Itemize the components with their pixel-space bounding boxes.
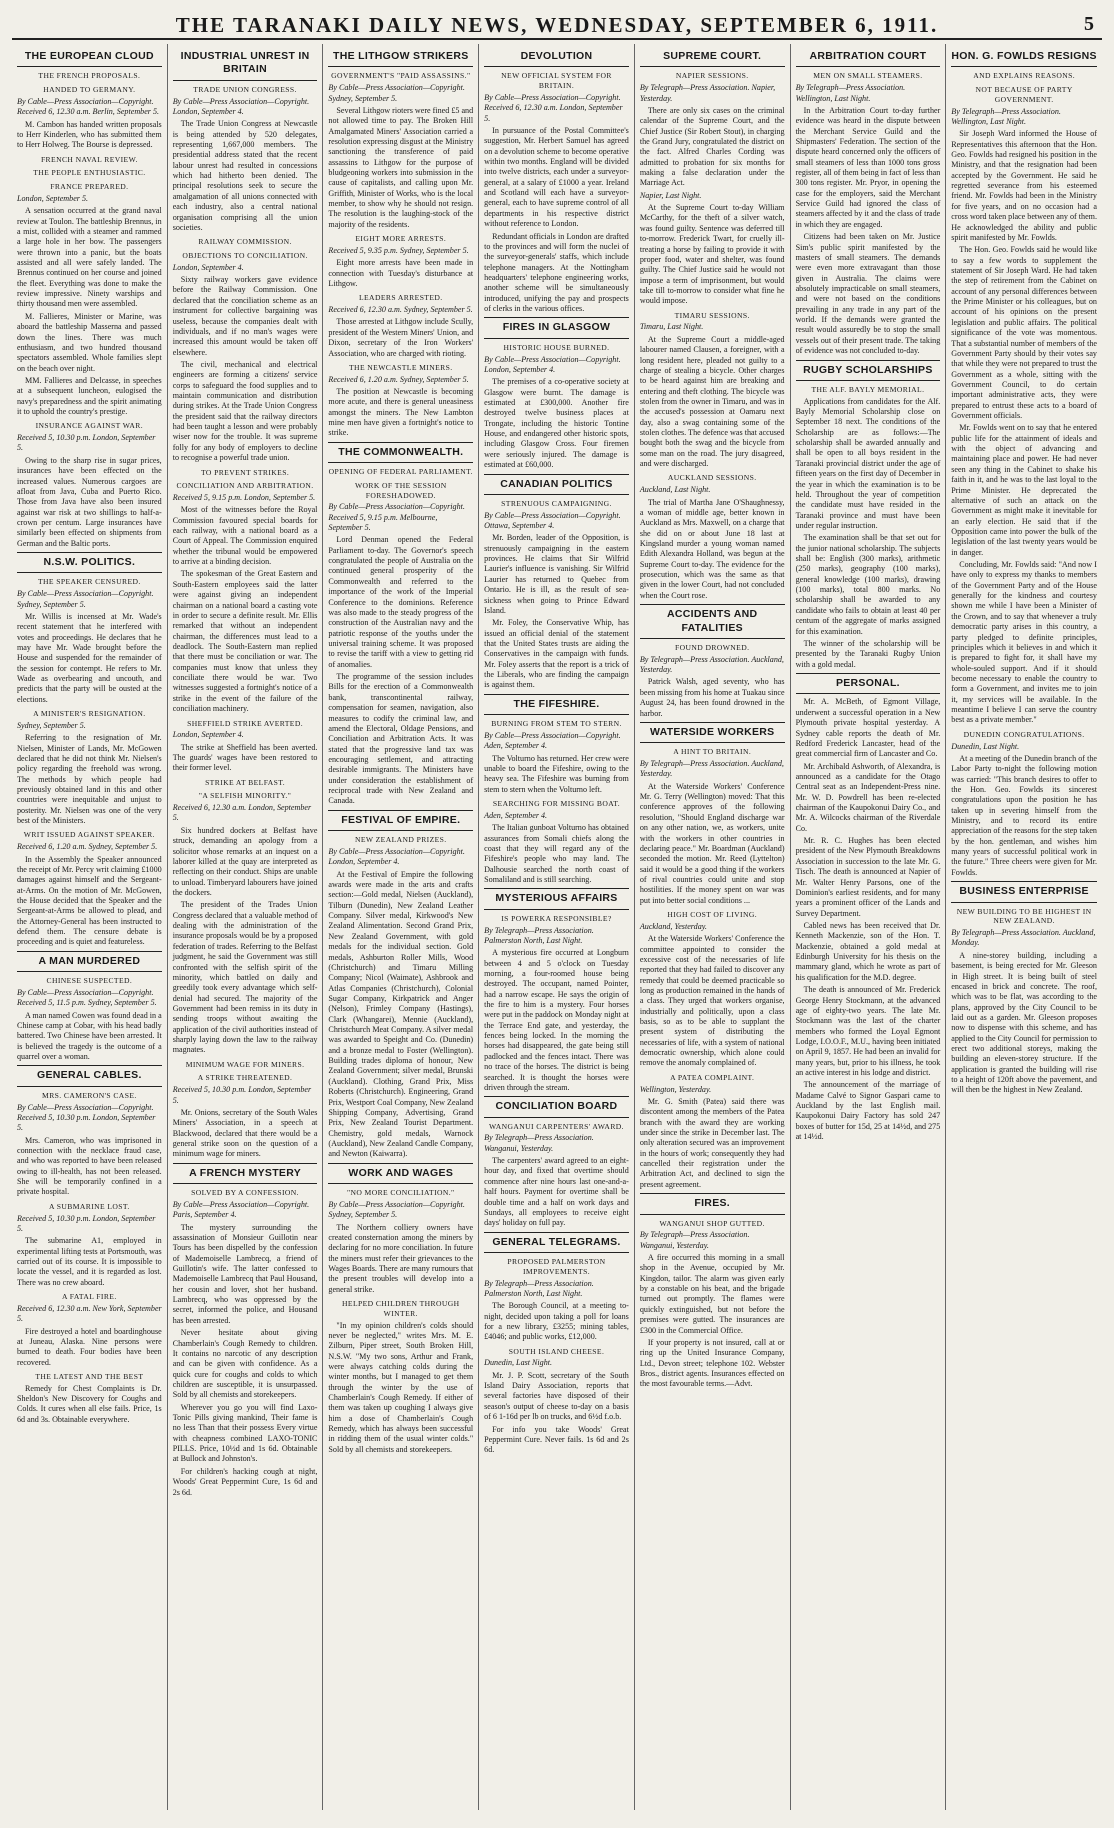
article-paragraph: At the Festival of Empire the following awards were made in the arts and crafts section:—Gold medal, Nielsen (Auckland), Tilburn (Dunedin), New Zealand Leather Company. Silver medal, Kirkwood's New Zealand Alimentation. Second Grand Prix, New Zealand Government, with gold medals for the individual section. Gold medals, Ashburton Roller Mills, Wood (Christchurch) and Timaru Milling Company; Nicol (Waimate), Ashbrook and Atlas Companies (Christchurch), Colonial Sugar Company, Kirkpatrick and Anger (Nelson), Frimley Company (Hastings), Clark (Whangarei), Mennie (Auckland), Christchurch Meat Company. A silver medal was awarded to Speight and Co. (Dunedin) and a bronze medal to Foster (Wellington). Building trades diploma of honour, New Zealand Government; silver medal, Brunski (Auckland). Clothing, Grand Prix, Miss Roberts (Christchurch). Engineering, Grand Prix, Westport Coal Company, New Zealand Shipping Company, Advertising, Grand Prix, New Zealand Tourist Department. Chemistry, gold medals, Warnock (Auckland), New Zealand Candle Company, and Newton (Kaiwarra).: [328, 870, 473, 1160]
article-paragraph: Citizens had been taken on Mr. Justice Sim's public spirit manifested by the masters of small steamers. The demands were even more extravagant than those given in Australia. The claims were absolutely impracticable on small steamers, and were not based on the conditions prevailing in any trade in any part of the world. If the demands were granted the result would assuredly be to stop the small vessels out of their present trade. The taking of evidence was not concluded to-day.: [796, 232, 941, 356]
article-paragraph: The carpenters' award agreed to an eight-hour day, and fixed that overtime should commence after nine hours last one-and-a-half hours. Payment for overtime shall be double time and a half on work days and Sundays, all employees to receive eight days' holiday on full pay.: [484, 1156, 629, 1229]
article-paragraph: A man named Cowen was found dead in a Chinese camp at Cobar, with his head badly battered. Two Chinese have been arrested. It is believed the tragedy is the outcome of a quarrel over a woman.: [17, 1011, 162, 1063]
article-paragraph: If your property is not insured, call at or ring up the United Insurance Company, Ltd., Devon street; telephone 102. Webster Bros., district agents. Insurances effected on the most favourable terms.—Advt.: [640, 1338, 785, 1390]
article-dateline: By Cable—Press Association—Copyright. Received 6, 12.30 a.m. Berlin, September 5.: [17, 97, 162, 118]
column-1: [12, 44, 168, 1810]
article-paragraph: Remedy for Chest Complaints is Dr. Sheldon's New Discovery for Coughs and Colds. It cures when all else fails. Price, 1s 6d and 3s. Obtainable everywhere.: [17, 1384, 162, 1425]
article-dateline: Dunedin, Last Night.: [484, 1358, 629, 1368]
article-columns: [12, 44, 1102, 1810]
article-paragraph: For children's hacking cough at night, Woods' Great Peppermint Cure, 1s 6d and 2s 6d.: [173, 1467, 318, 1498]
article-dateline: By Telegraph—Press Association. Wellington, Last Night.: [951, 107, 1097, 128]
article-paragraph: At a meeting of the Dunedin branch of the Labor Party to-night the following motion was carried: "This branch desires to offer to the Hon. Geo. Fowlds its sincerest congratulations upon the position he has taken up in severing himself from the Ministry, and to record its entire appreciation of the reasons for the step taken by the hon. gentleman, and wishes him many years of successful political work in the future." Three cheers were given for Mr. Fowlds.: [951, 754, 1097, 878]
article-paragraph: The spokesman of the Great Eastern and South-Eastern employees said the latter were against giving an independent chairman on a national board a casting vote in order to secure a definite result. Mr. Ellis remarked that without an independent chairman, the differences must lead to a deadlock. The South-Eastern man replied that there must be conciliation or war. The companies must know that unless they conciliate there would be war. Two witnesses suggested a fortnight's notice of a strike in the event of the failure of the conciliation machinery.: [173, 569, 318, 714]
article-paragraph: The premises of a co-operative society at Glasgow were burnt. The damage is estimated at £300,000. Another fire destroyed twelve business places at Trongate, including the historic Tontine House, and endangered other historic spots, including Glasgow Cross. Four firemen were seriously injured. The damage is estimated at £60,000.: [484, 377, 629, 470]
article-subheading: "A SELFISH MINORITY.": [173, 791, 318, 801]
article-headline: SUPREME COURT.: [640, 47, 785, 67]
article-subheading: TO PREVENT STRIKES.: [173, 468, 318, 478]
article-headline: GENERAL TELEGRAMS.: [484, 1232, 629, 1253]
article-subheading: MINIMUM WAGE FOR MINERS.: [173, 1060, 318, 1070]
article-headline: MYSTERIOUS AFFAIRS: [484, 888, 629, 909]
column-7: [946, 44, 1102, 1810]
article-subheading: INSURANCE AGAINST WAR.: [17, 421, 162, 431]
article-dateline: Wellington, Yesterday.: [640, 1085, 785, 1095]
article-subheading: A FATAL FIRE.: [17, 1292, 162, 1302]
article-headline: DEVOLUTION: [484, 47, 629, 67]
article-paragraph: Mr. Willis is incensed at Mr. Wade's recent statement that he interfered with votes and proceedings. He declares that he may have Mr. Wade brought before the House and suspended for the remainder of the session for contempt. He refers to Mr. Wade as overbearing and uncouth, and predicts that the party will be ousted at the elections.: [17, 612, 162, 705]
article-subheading: WORK OF THE SESSION FORESHADOWED.: [328, 481, 473, 500]
article-paragraph: In the Arbitration Court to-day further evidence was heard in the dispute between the Merchant Service Guild and the Shipmasters' Federation. The section of the dispute heard concerned only the officers of small steamers of less than 1000 tons gross register, all of them being in fact of less than 300 tons register. Mr. Pryor, in opening the case for the employers, said the Merchant Service Guild had ignored the class of steamers affected by it and the class of trade in which they are engaged.: [796, 106, 941, 230]
article-headline: RUGBY SCHOLARSHIPS: [796, 360, 941, 381]
article-subheading: A MINISTER'S RESIGNATION.: [17, 709, 162, 719]
article-paragraph: The position at Newcastle is becoming more acute, and there is general uneasiness amongst the miners. The New Lambton mine men have given a fortnight's notice to strike.: [328, 387, 473, 439]
article-dateline: By Cable—Press Association—Copyright. Ottawa, September 4.: [484, 511, 629, 532]
article-paragraph: Lord Denman opened the Federal Parliament to-day. The Governor's speech congratulated the people of Australia on the continued general prosperity of the Commonwealth and referred to the importance of the work of the Imperial Conference to the dominions. Reference was also made to the steady progress of the construction of the Australian navy and the patriotic response of the youths under the universal training scheme. It was proposed to revise the tariff with a view to getting rid of anomalies.: [328, 535, 473, 670]
article-paragraph: Owing to the sharp rise in sugar prices, insurances have been effected on the increased values. Numerous cargoes are afloat from Java, Cuba and Puerto Rico. Those from Java have also been insured against war risk at two shillings to half-a-crown per centum. Large insurances have similarly been effected on shipments from German and the Baltic ports.: [17, 456, 162, 549]
article-paragraph: Sir Joseph Ward informed the House of Representatives this afternoon that the Hon. Geo. Fowlds had resigned his position in the Ministry, and that the resignation had been accepted by the Government. He said he regretted severance from his esteemed friend. Mr. Fowlds had been in the Ministry for five years, and on no occasion had a cross word taken place between any of them. He acknowledged the ability and public spirit manifested by Mr. Fowlds.: [951, 129, 1097, 243]
article-subheading: BURNING FROM STEM TO STERN.: [484, 719, 629, 729]
article-paragraph: In pursuance of the Postal Committee's suggestion, Mr. Herbert Samuel has agreed on a devolution scheme to become operative within two months. England will be divided into twelve districts, each under a surveyor-general, at a salary of £1000 a year. Ireland and Scotland will each have a surveyor-general, each to have supreme control of all departments in his respective district without reference to London.: [484, 126, 629, 230]
article-subheading: NAPIER SESSIONS.: [640, 71, 785, 81]
article-dateline: By Cable—Press Association—Copyright. Sydney, September 5.: [17, 589, 162, 610]
article-paragraph: The Trade Union Congress at Newcastle is being attended by 520 delegates, representing 1,667,000 members. The presidential address stated that the recent labour unrest had resulted in concessions which had hitherto been denied. The principal resolutions seek to secure the amalgamation of all unions connected with each industry, also a central national organisation comprising all the union societies.: [173, 119, 318, 233]
article-headline: HON. G. FOWLDS RESIGNS: [951, 47, 1097, 67]
article-paragraph: Mr. Archibald Ashworth, of Alexandra, is announced as a candidate for the Otago Central seat as an Independent-Press nine. Mr. W. D. Powdrell has been re-elected chairman of the Kaupokonui Dairy Co., and Mr. A. Wilcocks chairman of the Riverdale Co.: [796, 762, 941, 835]
article-paragraph: Six hundred dockers at Belfast have struck, demanding an apology from a solicitor whose remarks at an inquest on a laborer killed at the quay are interpreted as reflecting on their conduct. Ships are unable to unload. Timberyard labourers have joined the dockers.: [173, 826, 318, 899]
article-subheading: IS POWERKA RESPONSIBLE?: [484, 914, 629, 924]
article-subheading: WANGANUI SHOP GUTTED.: [640, 1219, 785, 1229]
article-dateline: By Cable—Press Association—Copyright. Received 5, 10.30 p.m. London, September 5.: [17, 1103, 162, 1134]
article-subheading: HANDED TO GERMANY.: [17, 85, 162, 95]
article-subheading: HISTORIC HOUSE BURNED.: [484, 343, 629, 353]
article-paragraph: The Hon. Geo. Fowlds said he would like to say a few words to supplement the statement of Sir Joseph Ward. He had taken the step of retirement from the Cabinet on account of any personal differences between the Prime Minister or his colleagues, but on account of his opinions on the present legislation and public affairs. The political significance of the vote was momentous. That a substantial number of members of the Government Party should by their votes say that while they were not prepared to trust the Government as a whole, sitting with the Government Council, to do certain important administrative acts, they were prepared to entrust these acts to a board of Government officials.: [951, 245, 1097, 421]
article-paragraph: The president of the Trades Union Congress declared that a valuable method of dealing with the administration of the insurance proposals would be by a proposed federation of trades. Referring to the Belfast judgment, he said the Government was still confronted with the selfish spirit of the minority, which battled on daily and greedily took every advantage which self-denial had secured. The majority of the Government had been remiss in its duty in sending troops without awaiting the application of the civil authorities instead of sharply laying down the law to the railway magnates.: [173, 900, 318, 1055]
article-subheading: NOT BECAUSE OF PARTY GOVERNMENT.: [951, 85, 1097, 104]
article-subheading: TRADE UNION CONGRESS.: [173, 85, 318, 95]
article-dateline: By Telegraph—Press Association. Wanganui, Yesterday.: [640, 1230, 785, 1251]
article-paragraph: The examination shall be that set out for the junior national scholarship. The subjects shall be: English (300 marks), arithmetic (250 marks), geography (100 marks), general knowledge (100 marks), drawing (100 marks), total 800 marks. No scholarship shall be awarded to any candidate who fails to obtain at least 40 per centum of the aggregate of marks assigned for this examination.: [796, 533, 941, 637]
article-paragraph: M. Cambon has handed written proposals to Herr Kinderlen, who has submitted them to Herr Holweg. The Bourse is depressed.: [17, 120, 162, 151]
article-dateline: Received 5, 10.30 p.m. London, September 5.: [17, 433, 162, 454]
article-paragraph: There are only six cases on the criminal calendar of the Supreme Court, and the Chief Justice (Sir Robert Stout), in charging the Grand Jury, congratulated the district on the fact. Alfred Charles Cording was admitted to probation for six months for making a false declaration under the Marriage Act.: [640, 106, 785, 189]
article-paragraph: Those arrested at Lithgow include Scully, president of the Western Miners' Union, and Dixon, secretary of the Iron Workers' Association, who are charged with rioting.: [328, 317, 473, 358]
article-dateline: By Telegraph—Press Association. Palmerston North, Last Night.: [484, 926, 629, 947]
article-paragraph: Mr. Onions, secretary of the South Wales Miners' Association, in a speech at Blackwood, declared that there would be a general strike soon on the question of a minimum wage for miners.: [173, 1108, 318, 1160]
article-subheading: GOVERNMENT'S "PAID ASSASSINS.": [328, 71, 473, 81]
article-subheading: DUNEDIN CONGRATULATIONS.: [951, 730, 1097, 740]
article-subheading: THE FRENCH PROPOSALS.: [17, 71, 162, 81]
article-subheading: THE PEOPLE ENTHUSIASTIC.: [17, 168, 162, 178]
article-headline: THE FIFESHIRE.: [484, 694, 629, 715]
article-subheading: FRENCH NAVAL REVIEW.: [17, 155, 162, 165]
article-headline: PERSONAL.: [796, 673, 941, 694]
article-dateline: Received 5, 9.15 p.m. London, September 5.: [173, 493, 318, 503]
article-dateline: By Cable—Press Association—Copyright. Aden, September 4.: [484, 731, 629, 752]
article-paragraph: Mr. R. C. Hughes has been elected president of the New Plymouth Breakdowns Association in succession to the late Mr. G. Tisch. The death is announced at Napier of Mr. Walter Henry Parsons, one of the Dominion's earliest residents, and for many years a prominent officer of the Lands and Survey Department.: [796, 836, 941, 919]
article-paragraph: Concluding, Mr. Fowlds said: "And now I have only to express my thanks to members of the Government Party and of the House generally for the kindness and courtesy shown me while I have been a Minister of the Crown, and to say that whenever a truly democratic party arises in this country, a party pledged to definite principles, principles which it believes in and which it is prepared to fight for, it shall have my whole-souled support. And if it should become necessary to enable the country to form a Government, and invites me to join it, my services will be available. In the meantime I believe I can serve the country best as a private member.": [951, 560, 1097, 726]
article-paragraph: Wherever you go you will find Laxo-Tonic Pills giving mankind, Their fame is no less Than that their possess Every virtue with cheapness combined LAXO-TONIC PILLS. Price, 10½d and 1s 6d. Obtainable at Bullock and Johnston's.: [173, 1403, 318, 1465]
article-paragraph: Redundant officials in London are drafted to the provinces and will form the nuclei of the surveyor-generals' staffs, which include telephone managers. At the Nottingham headquarters' telephone engineering works, another scheme will be simultaneously introduced, unifying the pay and prospects of clerks in the various offices.: [484, 232, 629, 315]
article-subheading: FOUND DROWNED.: [640, 643, 785, 653]
article-subheading: MEN ON SMALL STEAMERS.: [796, 71, 941, 81]
article-dateline: London, September 4.: [173, 263, 318, 273]
article-subheading: "NO MORE CONCILIATION.": [328, 1188, 473, 1198]
article-subheading: PROPOSED PALMERSTON IMPROVEMENTS.: [484, 1257, 629, 1276]
article-paragraph: Never hesitate about giving Chamberlain's Cough Remedy to children. It contains no narcotic of any description and can be given with confidence. As a quick cure for coughs and colds to which children are susceptible, it is unsurpassed. Sold by all chemists and storekeepers.: [173, 1328, 318, 1401]
article-paragraph: The civil, mechanical and electrical engineers are forming a citizens' service corps to safeguard the food supplies and to maintain communication and distribution during strikes. At the Trade Union Congress the president said that the railway directors had been taught a lesson and were probably wiser now for the trouble. It was supreme folly for any body of employers to decline to recognise a powerful trade union.: [173, 360, 318, 464]
article-headline: THE LITHGOW STRIKERS: [328, 47, 473, 67]
article-paragraph: Cabled news has been received that Dr. Kenneth Mackenzie, son of the Hon. T. Mackenzie, obtained a gold medal at Edinburgh University for his thesis on the mammary gland, which he wrote as part of his qualification for the M.D. degree.: [796, 921, 941, 983]
article-subheading: STRENUOUS CAMPAIGNING.: [484, 499, 629, 509]
article-paragraph: Mr. J. P. Scott, secretary of the South Island Dairy Association, reports that several factories have disposed of their season's output of cheese to-day on a basis of 6 1-16d per lb on trucks, and 6½d f.o.b.: [484, 1371, 629, 1423]
article-dateline: By Telegraph—Press Association. Auckland, Yesterday.: [640, 655, 785, 676]
article-headline: CANADIAN POLITICS: [484, 474, 629, 495]
article-dateline: Received 5, 10.30 p.m. London, September 5.: [17, 1214, 162, 1235]
article-subheading: SOLVED BY A CONFESSION.: [173, 1188, 318, 1198]
article-headline: GENERAL CABLES.: [17, 1065, 162, 1086]
article-subheading: OBJECTIONS TO CONCILIATION.: [173, 251, 318, 261]
article-dateline: Received 6, 1.20 a.m. Sydney, September 5.: [17, 842, 162, 852]
article-paragraph: The Northern colliery owners have created consternation among the miners by declaring for no more conciliation. In future the miners must refer their grievances to the Wages Boards. There are many rumours that the present troubles will develop into a general strike.: [328, 1223, 473, 1296]
column-4: [479, 44, 635, 1810]
article-dateline: Sydney, September 5.: [17, 721, 162, 731]
article-subheading: THE SPEAKER CENSURED.: [17, 577, 162, 587]
article-subheading: AND EXPLAINS REASONS.: [951, 71, 1097, 81]
article-subheading: SEARCHING FOR MISSING BOAT.: [484, 799, 629, 809]
article-paragraph: Mrs. Cameron, who was imprisoned in connection with the necklace fraud case, and who was reported to have been released owing to ill-health, has not been released. She will be temporarily confined in a private hospital.: [17, 1136, 162, 1198]
article-subheading: A HINT TO BRITAIN.: [640, 747, 785, 757]
article-paragraph: The submarine A1, employed in experimental lifting tests at Portsmouth, was carried out of its course. It is impossible to locate the vessel, and it is regarded as lost. There was no crew aboard.: [17, 1236, 162, 1288]
column-3: [323, 44, 479, 1810]
article-dateline: Received 6, 1.20 a.m. Sydney, September 5.: [328, 375, 473, 385]
article-paragraph: MM. Fallieres and Delcasse, in speeches at a subsequent luncheon, eulogised the navy's preparedness and the spirit animating it to uphold the country's prestige.: [17, 376, 162, 417]
article-subheading: LEADERS ARRESTED.: [328, 293, 473, 303]
article-dateline: By Cable—Press Association—Copyright. Sydney, September 5.: [328, 83, 473, 104]
article-subheading: EIGHT MORE ARRESTS.: [328, 234, 473, 244]
article-headline: INDUSTRIAL UNREST IN BRITAIN: [173, 47, 318, 81]
article-paragraph: Fire destroyed a hotel and boardinghouse at Juneau, Alaska. Nine persons were burned to death. Four bodies have been recovered.: [17, 1327, 162, 1368]
article-subheading: SOUTH ISLAND CHEESE.: [484, 1347, 629, 1357]
article-paragraph: A nine-storey building, including a basement, is being erected for Mr. Gleeson in High street. It is being built of steel encased in brick and concrete. The roof, which was to be flat, was according to the plans, approved by the City Council to be laid out as a garden. Mr. Gleeson proposes now to dispense with this scheme, and has applied to the City Council for permission to erect two additional storeys, making the building an eleven-storey structure. If the application is granted the building will rise to a height of 120ft above the pavement, and will then be the highest in New Zealand.: [951, 951, 1097, 1096]
article-dateline: By Cable—Press Association—Copyright. London, September 4.: [484, 355, 629, 376]
article-paragraph: The winner of the scholarship will be presented by the Taranaki Rugby Union with a gold medal.: [796, 639, 941, 670]
article-paragraph: A sensation occurred at the grand naval review at Toulon. The battleship Brennus, in a mist, collided with a steamer and rammed a large hole in her bow. The passengers were thrown into a panic, but the boats assisted and all were safely landed. The Brennus continued on her course and joined the fleet. Everything was done to make the review impressive. Ninety warships and thirty thousand men were assembled.: [17, 206, 162, 310]
article-paragraph: The Volturno has returned. Her crew were unable to board the Fifeshire, owing to the heavy sea. The Fifeshire was burning from stem to stern when the Volturno left.: [484, 754, 629, 795]
article-paragraph: At the Supreme Court a middle-aged labourer named Clausen, a foreigner, with a long resident here, pleaded not guilty to a charge of stealing a bicycle. Other charges to be heard against him are breaking and entering and theft clothing. The bicycle was stolen from the owner in Timaru, and was in the accused's possession at Oamaru next day, also a swag containing some of the stolen clothes. The defence was that accused bought both the swag and the bicycle from some man on the road. The jury disagreed, and were discharged.: [640, 335, 785, 470]
column-2: [168, 44, 324, 1810]
article-headline: FESTIVAL OF EMPIRE.: [328, 810, 473, 831]
article-subheading: THE ALF. BAYLY MEMORIAL.: [796, 385, 941, 395]
article-paragraph: The programme of the session includes Bills for the erection of a Commonwealth bank, transcontinental railway, compensation for seamen, navigation, also measures to codify the criminal law, and amend the Electoral, Oldage Pensions, and Conciliation and Arbitration Acts. It was stated that the progressive land tax was encouraging settlement, and attracting desirable immigrants. The Ministers have under consideration the establishment of reciprocal trade with New Zealand and Canada.: [328, 672, 473, 807]
article-paragraph: Applications from candidates for the Alf. Bayly Memorial Scholarship close on September 18 next. The conditions of the Scholarship are as follows:—The scholarship shall be awarded annually and shall be open to all boys resident in the Taranaki provincial district under the age of fifteen years on the first day of December in the year in which the examination is to be held. Throughout the year of competition the candidate must have resided in the Taranaki province and must have been under regular instruction.: [796, 397, 941, 532]
article-dateline: By Cable—Press Association—Copyright. Received 5, 9.15 p.m. Melbourne, September 5.: [328, 502, 473, 533]
article-paragraph: Sixty railway workers gave evidence before the Railway Commission. One declared that the conciliation scheme as an instrument for collective bargaining was useless, because the companies dealt with individuals, and if no man's wages were increased this amount would be taken off elsewhere.: [173, 275, 318, 358]
article-paragraph: A fire occurred this morning in a small shop in the Avenue, occupied by Mr. Kingdon, tailor. The alarm was given early by a constable on his beat, and the brigade turned out promptly. The flames were quickly extinguished, but not before the premises were gutted. The insurances are £300 in the Commercial Office.: [640, 1253, 785, 1336]
article-paragraph: The death is announced of Mr. Frederick George Henry Stockmann, at the advanced age of eighty-two years. The late Mr. Stockmann was the last of the charter members who formed the Loyal Egmont Lodge, I.O.O.F., M.U., having been initiated on April 9, 1857. He had been an invalid for many years, but, prior to his illness, he took an active interest in his lodge and district.: [796, 985, 941, 1078]
article-headline: BUSINESS ENTERPRISE: [951, 881, 1097, 902]
article-dateline: By Telegraph—Press Association. Auckland, Yesterday.: [640, 759, 785, 780]
article-dateline: Napier, Last Night.: [640, 191, 785, 201]
column-5: [635, 44, 791, 1810]
article-subheading: A PATEA COMPLAINT.: [640, 1073, 785, 1083]
article-headline: THE EUROPEAN CLOUD: [17, 47, 162, 67]
article-subheading: SHEFFIELD STRIKE AVERTED.: [173, 719, 318, 729]
newspaper-title: THE TARANAKI DAILY NEWS, WEDNESDAY, SEPTEMBER 6, 1911.: [176, 13, 938, 38]
article-headline: ACCIDENTS AND FATALITIES: [640, 604, 785, 639]
article-subheading: THE LATEST AND THE BEST: [17, 1372, 162, 1382]
article-subheading: NEW BUILDING TO BE HIGHEST IN NEW ZEALAND.: [951, 907, 1097, 926]
article-subheading: THE NEWCASTLE MINERS.: [328, 363, 473, 373]
page-number: 5: [1084, 13, 1096, 36]
article-paragraph: The Italian gunboat Volturno has obtained assurances from Somali chiefs along the coast that they will regard any of the Fifeshire's people who may land. The Dalhousie searched the north coast of Somaliland and is still searching.: [484, 823, 629, 885]
article-paragraph: Mr. A. McBeth, of Egmont Village, underwent a successful operation in a New Plymouth private hospital yesterday. A Sydney cable reports the death of Mr. Redford Frederick Lancaster, head of the great commercial firm of Lancaster and Co.: [796, 697, 941, 759]
article-dateline: Aden, September 4.: [484, 811, 629, 821]
article-paragraph: In the Assembly the Speaker announced the receipt of Mr. Percy writ claiming £1000 damages against himself and the Sergeant-at-Arms. On the motion of Mr. McGowen, the House decided that the Speaker and the Sergeant-at-Arms be allowed to plead, and the Attorney-General has been instructed to defend them. The censure debate is proceeding and is quiet and featureless.: [17, 855, 162, 948]
article-subheading: AUCKLAND SESSIONS.: [640, 473, 785, 483]
article-subheading: STRIKE AT BELFAST.: [173, 778, 318, 788]
article-paragraph: Several Lithgow rioters were fined £5 and not allowed time to pay. The Broken Hill Amalgamated Miners' Association carried a resolution expressing disgust at the Ministry sanctioning the transference of paid assassins to Lithgow for the purpose of bludgeoning workers into submission in the cause of capitalists, and calling upon Mr. Griffith, Minister of Works, who is the local member, to show why he should not resign. The resolution is the laughing-stock of the majority of the residents.: [328, 106, 473, 230]
article-subheading: MRS. CAMERON'S CASE.: [17, 1091, 162, 1101]
article-paragraph: Mr. G. Smith (Patea) said there was discontent among the members of the Patea branch with the award they are working under since the strike in December last. The only alteration secured was an improvement in the hours of work; consequently they had cancelled their registration under the Arbitration Act, and declined to sign the present agreement.: [640, 1097, 785, 1190]
article-dateline: Received 6, 12.30 a.m. London, September 5.: [173, 803, 318, 824]
article-dateline: By Telegraph—Press Association. Napier, Yesterday.: [640, 83, 785, 104]
article-paragraph: For info you take Woods' Great Peppermint Cure. Never fails. 1s 6d and 2s 6d.: [484, 1425, 629, 1456]
article-headline: CONCILIATION BOARD: [484, 1096, 629, 1117]
article-paragraph: At the Waterside Workers' Conference the committee appointed to consider the excessive cost of the necessaries of life reported that they had failed to discover any remedy that could be deemed practicable so long as production remained in the hands of a class. They urged that workers organise, industrially and politically, upon a class basis, so as to be able to supplant the present system of distributing the necessaries of life, with a system of national democratic ownership, which alone could remove the anomaly complained of.: [640, 934, 785, 1069]
article-paragraph: Mr. Foley, the Conservative Whip, has issued an official denial of the statement that the United States trusts are aiding the Conservatives in the campaign with funds. Mr. Foley asserts that the report is a trick of the Liberals, who are finding the campaign is against them.: [484, 618, 629, 691]
masthead: [12, 10, 1102, 40]
article-subheading: RAILWAY COMMISSION.: [173, 237, 318, 247]
article-subheading: CHINESE SUSPECTED.: [17, 976, 162, 986]
article-dateline: Timaru, Last Night.: [640, 322, 785, 332]
article-dateline: Auckland, Last Night.: [640, 485, 785, 495]
article-dateline: Received 5, 9.35 p.m. Sydney, September 5.: [328, 246, 473, 256]
article-paragraph: "In my opinion children's colds should never be neglected," writes Mrs. M. E. Zilburn, Piper street, South Broken Hill, N.S.W. "My two sons, Arthur and Frank, were always catching colds during the winter months, but I managed to get them through the winter by the use of Chamberlain's Cough Remedy. If either of them was taken up coughing I always give him a dose of Chamberlain's Cough Remedy, which has always been successful in ridding them of the usual winter colds." Sold by all chemists and storekeepers.: [328, 1321, 473, 1456]
article-subheading: HELPED CHILDREN THROUGH WINTER.: [328, 1299, 473, 1318]
article-dateline: By Cable—Press Association—Copyright. Paris, September 4.: [173, 1200, 318, 1221]
article-paragraph: M. Fallieres, Minister or Marine, was aboard the battleship Masserna and passed down the lines. There was much enthusiasm, and two hundred thousand spectators assembled. Whole families slept on the beach over night.: [17, 312, 162, 374]
article-subheading: WRIT ISSUED AGAINST SPEAKER.: [17, 830, 162, 840]
article-paragraph: The strike at Sheffield has been averted. The guards' wages have been restored to their former level.: [173, 743, 318, 774]
article-dateline: London, September 5.: [17, 194, 162, 204]
article-dateline: By Cable—Press Association—Copyright. Received 5, 11.5 p.m. Sydney, September 5.: [17, 988, 162, 1009]
article-paragraph: Most of the witnesses before the Royal Commission favoured special boards for each railway, with a national board as a Court of Appeal. The Commission enquired whether the tribunal would be empowered to arrive at a binding decision.: [173, 505, 318, 567]
column-6: [791, 44, 947, 1810]
article-dateline: By Telegraph—Press Association. Wanganui, Yesterday.: [484, 1133, 629, 1154]
article-subheading: TIMARU SESSIONS.: [640, 311, 785, 321]
article-dateline: By Cable—Press Association—Copyright. London, September 4.: [328, 847, 473, 868]
article-paragraph: The Borough Council, at a meeting to-night, decided upon taking a poll for loans for a new library, £3255; mining tables, £4046; and public works, £12,000.: [484, 1301, 629, 1342]
article-subheading: WANGANUI CARPENTERS' AWARD.: [484, 1122, 629, 1132]
article-subheading: FRANCE PREPARED.: [17, 182, 162, 192]
article-dateline: By Cable—Press Association—Copyright. Sydney, September 5.: [328, 1200, 473, 1221]
article-headline: THE COMMONWEALTH.: [328, 442, 473, 463]
article-paragraph: The mystery surrounding the assassination of Monsieur Guillotin near Tours has been dispelled by the confession of Mademoiselle Lambrecq, a friend of Guillotin's wife. The latter confessed to Mademoiselle Lambrecq that Paul Housand, her cousin and lover, shot her husband. Lambrecq, who was oppressed by the secret, informed the police, and Housand has been arrested.: [173, 1223, 318, 1327]
article-subheading: A SUBMARINE LOST.: [17, 1202, 162, 1212]
article-dateline: By Cable—Press Association—Copyright. Received 6, 12.30 a.m. London, September 5.: [484, 93, 629, 124]
article-paragraph: Patrick Walsh, aged seventy, who has been missing from his home at Tuakau since August 24, has been found drowned in the harbor.: [640, 677, 785, 718]
article-dateline: Received 6, 12.30 a.m. New York, September 5.: [17, 1304, 162, 1325]
article-paragraph: The announcement of the marriage of Madame Calvé to Signor Gaspari came to Auckland by the last English mail. Kaupokonui Dairy Factory has sold 247 boxes of butter for 15d, 25 at 14½d, and 275 at 14½d.: [796, 1080, 941, 1142]
article-subheading: HIGH COST OF LIVING.: [640, 910, 785, 920]
article-headline: A FRENCH MYSTERY: [173, 1163, 318, 1184]
article-dateline: Auckland, Yesterday.: [640, 922, 785, 932]
article-headline: FIRES IN GLASGOW: [484, 317, 629, 338]
article-paragraph: The trial of Martha Jane O'Shaughnessy, a woman of middle age, better known in Auckland as Mrs. Maxwell, on a charge that she did on or about June 18 last at Kingsland murder a young woman named Edith Alexandra Holland, was begun at the Supreme Court to-day. The evidence for the prosecution, which was the same as that given in the lower Court, had not concluded when the Court rose.: [640, 498, 785, 602]
article-paragraph: At the Supreme Court to-day William McCarthy, for the theft of a silver watch, was found guilty. Sentence was deferred till to-morrow. Frederick Twart, for cruelly ill-treating a horse by failing to provide it with proper food, water and shelter, was found guilty. The Chief Justice said he would not impose a term of imprisonment, but would take till to-morrow to consider what fine he would impose.: [640, 203, 785, 307]
article-dateline: By Telegraph—Press Association. Auckland, Monday.: [951, 928, 1097, 949]
article-subheading: NEW ZEALAND PRIZES.: [328, 835, 473, 845]
article-paragraph: At the Waterside Workers' Conference Mr. G. Terry (Wellington) moved: That this conference approves of the following resolution, "Should England discharge war on any other nation, we, as workers, unite with the workers in other countries in declaring peace." Mr. Boardman (Auckland) seconded the motion. Mr. Reed (Lyttelton) said it would be a good thing if the workers of rival countries could unite and stop hostilities. If the money spent on war was put into better social conditions ...: [640, 782, 785, 906]
article-dateline: Dunedin, Last Night.: [951, 742, 1097, 752]
article-dateline: By Telegraph—Press Association. Wellington, Last Night.: [796, 83, 941, 104]
article-paragraph: Mr. Fowlds went on to say that he entered public life for the attainment of ideals and with the object of advancing and maintaining place and power. He had never seen any thing in the Cabinet to shake his faith in it, and he was to the last loyal to the Prime Minister. He deprecated the alternative of such an attack on the Government as might make it inevitable for an early election. He said that if the Opposition came into power the bulk of the legislation of the last twenty years would be in danger.: [951, 423, 1097, 558]
article-headline: WORK AND WAGES: [328, 1163, 473, 1184]
article-headline: A MAN MURDERED: [17, 951, 162, 972]
article-dateline: By Telegraph—Press Association. Palmerston North, Last Night.: [484, 1279, 629, 1300]
article-paragraph: Mr. Borden, leader of the Opposition, is strenuously campaigning in the eastern provinces. He claims that Sir Wilfrid Laurier's influence is vanishing. Sir Wilfrid Laurier has returned to Quebec from Ontario. He is ill, as the result of sea-sickness when going to Prince Edward Island.: [484, 533, 629, 616]
article-paragraph: Eight more arrests have been made in connection with Tuesday's disturbance at Lithgow.: [328, 258, 473, 289]
article-subheading: A STRIKE THREATENED.: [173, 1073, 318, 1083]
article-headline: FIRES.: [640, 1193, 785, 1214]
article-dateline: Received 6, 12.30 a.m. Sydney, September 5.: [328, 305, 473, 315]
article-paragraph: Referring to the resignation of Mr. Nielsen, Minister of Lands, Mr. McGowen declared that he did not think Mr. Nielsen's policy regarding the freehold was wrong. The methods by which people had previously obtained land in this and other countries were inequitable and unjust to posterity. Mr. Nielsen was one of the very best of the Ministers.: [17, 733, 162, 826]
article-paragraph: A mysterious fire occurred at Longburn between 4 and 5 o'clock on Tuesday morning, a four-roomed house being destroyed. The occupant, named Pointer, had a narrow escape. He says the origin of the fire to him is a mystery. Four horses were put in the paddock on Monday night at the Terrace End gate, and yesterday, the fences being locked. In the morning the horses had disappeared, the gate being still padlocked and the fences intact. There was no trace of the horses. The district is being searched. It is thought the horses were driven through the stream.: [484, 948, 629, 1093]
article-dateline: By Cable—Press Association—Copyright. London, September 4.: [173, 97, 318, 118]
article-headline: N.S.W. POLITICS.: [17, 552, 162, 573]
article-subheading: CONCILIATION AND ARBITRATION.: [173, 481, 318, 491]
article-headline: WATERSIDE WORKERS: [640, 722, 785, 743]
article-dateline: Received 5, 10.30 p.m. London, September 5.: [173, 1085, 318, 1106]
article-headline: ARBITRATION COURT: [796, 47, 941, 67]
article-subheading: NEW OFFICIAL SYSTEM FOR BRITAIN.: [484, 71, 629, 90]
article-dateline: London, September 4.: [173, 730, 318, 740]
article-subheading: OPENING OF FEDERAL PARLIAMENT.: [328, 467, 473, 477]
